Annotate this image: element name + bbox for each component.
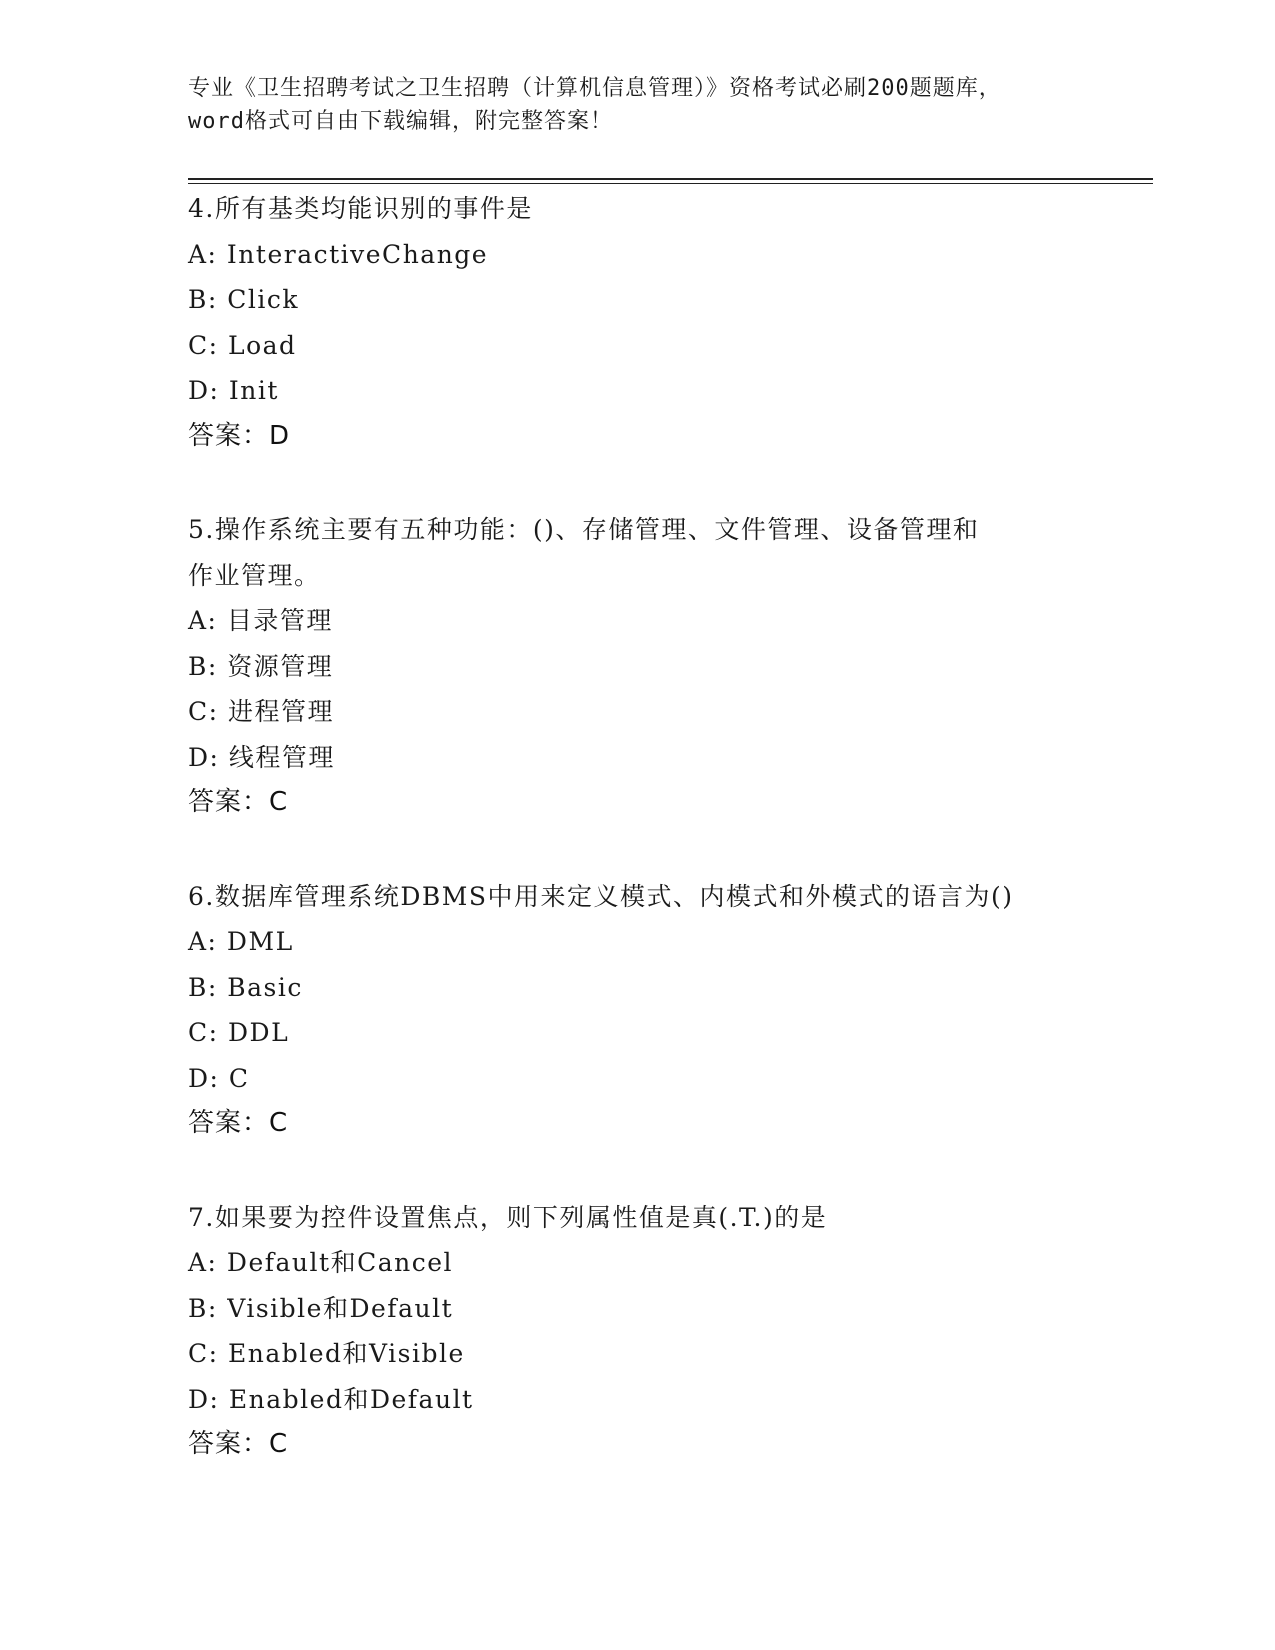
option-b: B: Click — [188, 285, 300, 314]
option-c: C: Enabled和Visible — [188, 1339, 465, 1368]
option-d: D: Init — [188, 376, 279, 405]
header-line-1: 专业《卫生招聘考试之卫生招聘（计算机信息管理）》资格考试必刷200题题库， — [188, 76, 1002, 101]
option-a: A: DML — [188, 927, 294, 956]
answer-line: 答案：C — [188, 1108, 289, 1138]
option-b: B: Basic — [188, 972, 303, 1002]
question-item — [188, 874, 1088, 1147]
answer-line: 答案：C — [188, 1429, 289, 1459]
question-stem: 7.如果要为控件设置焦点，则下列属性值是真(.T.)的是 — [188, 1202, 828, 1232]
header-line-2: word格式可自由下载编辑，附完整答案！ — [188, 109, 613, 134]
header-divider-thin — [188, 183, 1153, 184]
answer-line: 答案：C — [188, 787, 289, 817]
header-divider-thick — [188, 178, 1153, 180]
question-stem: 6.数据库管理系统DBMS中用来定义模式、内模式和外模式的语言为() — [188, 881, 1014, 911]
option-a: A: Default和Cancel — [188, 1248, 453, 1277]
option-b: B: Visible和Default — [188, 1293, 454, 1323]
question-stem: 4.所有基类均能识别的事件是 — [188, 194, 533, 223]
option-b: B: 资源管理 — [188, 651, 334, 681]
option-d: D: C — [188, 1063, 250, 1093]
answer-line: 答案：D — [188, 420, 291, 451]
option-d: D: 线程管理 — [188, 742, 335, 772]
option-c: C: Load — [188, 330, 297, 360]
question-stem-continuation: 作业管理。 — [188, 560, 321, 590]
question-stem: 5.操作系统主要有五种功能：()、存储管理、文件管理、设备管理和 — [188, 515, 980, 544]
option-d: D: Enabled和Default — [188, 1384, 474, 1414]
question-item — [188, 186, 1088, 459]
option-c: C: 进程管理 — [188, 697, 334, 726]
option-a: A: InteractiveChange — [188, 239, 489, 269]
question-item — [188, 507, 1088, 826]
option-c: C: DDL — [188, 1018, 290, 1047]
question-item — [188, 1195, 1088, 1468]
option-a: A: 目录管理 — [188, 606, 333, 635]
document-header — [188, 72, 1088, 138]
question-list — [188, 186, 1088, 1516]
